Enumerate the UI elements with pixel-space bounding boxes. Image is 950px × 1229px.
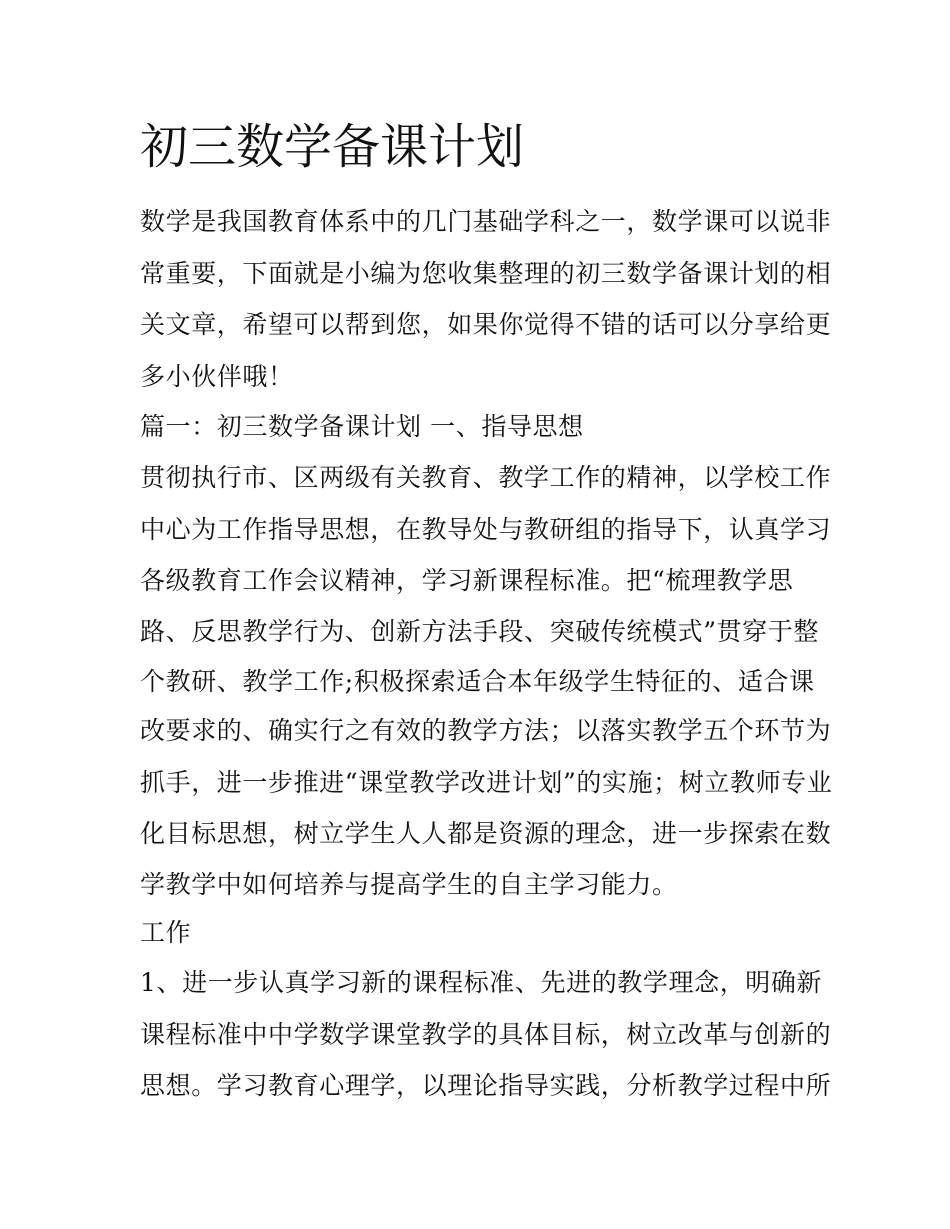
paragraph-line: 个教研、教学工作;积极探索适合本年级学生特征的、适合课 (140, 667, 815, 696)
paragraph-line: 关文章，希望可以帮到您，如果你觉得不错的话可以分享给更 (140, 310, 832, 339)
paragraph-line: 化目标思想，树立学生人人都是资源的理念，进一步探索在数 (140, 819, 832, 848)
paragraph-line: 中心为工作指导思想，在教导处与教研组的指导下，认真学习 (140, 515, 832, 544)
paragraph-line: 数学是我国教育体系中的几门基础学科之一，数学课可以说非 (140, 207, 832, 236)
paragraph-line: 多小伙伴哦！ (140, 362, 294, 391)
section-heading: 篇一：初三数学备课计划 一、指导思想 (140, 412, 584, 441)
paragraph-line: 常重要，下面就是小编为您收集整理的初三数学备课计划的相 (140, 259, 832, 288)
paragraph-line: 抓手，进一步推进“课堂教学改进计划”的实施；树立教师专业 (140, 768, 833, 797)
paragraph-line: 改要求的、确实行之有效的教学方法；以落实教学五个环节为 (140, 716, 832, 745)
section-heading: 工作 (140, 918, 192, 947)
paragraph-line: 课程标准中中学数学课堂教学的具体目标，树立改革与创新的 (140, 1020, 832, 1049)
paragraph-line: 路、反思教学行为、创新方法手段、突破传统模式”贯穿于整 (140, 617, 819, 646)
paragraph-line: 学教学中如何培养与提高学生的自主学习能力。 (140, 870, 678, 899)
paragraph-line: 各级教育工作会议精神，学习新课程标准。把“梳理教学思 (140, 566, 794, 595)
paragraph-line: 1、进一步认真学习新的课程标准、先进的教学理念，明确新 (140, 968, 823, 997)
paragraph-line: 贯彻执行市、区两级有关教育、教学工作的精神，以学校工作 (140, 463, 832, 492)
document-title: 初三数学备课计划 (140, 119, 525, 175)
paragraph-line: 思想。学习教育心理学，以理论指导实践，分析教学过程中所 (140, 1071, 832, 1100)
